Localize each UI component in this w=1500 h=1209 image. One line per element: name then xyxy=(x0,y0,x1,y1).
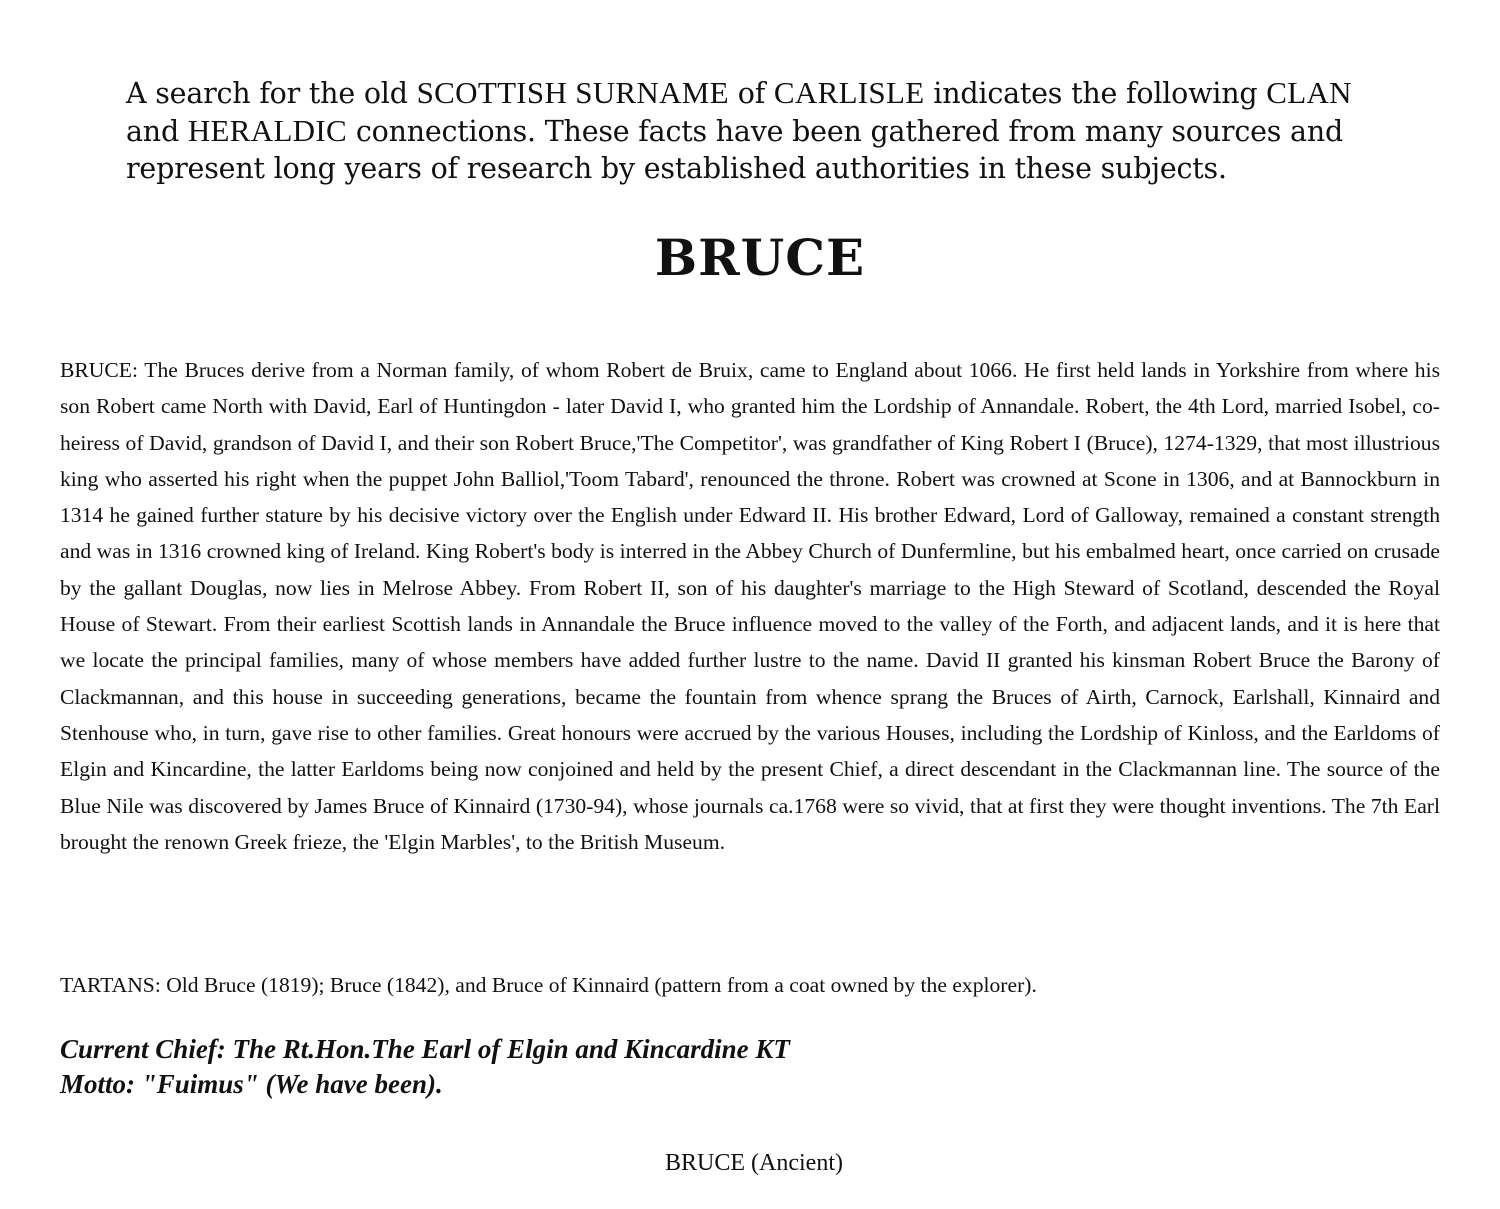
clan-title: BRUCE xyxy=(654,228,866,287)
intro-paragraph xyxy=(126,74,1406,187)
intro-carlisle: CARLISLE xyxy=(773,75,925,110)
motto-line: Motto: "Fuimus" (We have been). xyxy=(60,1069,443,1099)
intro-text-1: A search for the old xyxy=(126,77,417,110)
intro-heraldic: HERALDIC xyxy=(187,113,347,148)
tartan-caption: BRUCE (Ancient) xyxy=(665,1150,843,1176)
current-chief-line: Current Chief: The Rt.Hon.The Earl of Elgin and Kincardine KT xyxy=(60,1034,790,1064)
intro-text-4: and xyxy=(126,115,188,148)
intro-text-2: of xyxy=(728,77,774,110)
intro-clan: CLAN xyxy=(1266,75,1352,110)
intro-scottish-surname: SCOTTISH SURNAME xyxy=(416,75,729,110)
chief-block xyxy=(60,1032,1060,1102)
history-paragraph: BRUCE: The Bruces derive from a Norman family, of whom Robert de Bruix, came to England about 1066. He first held lands in Yorkshire from where his son Robert came North with David, Earl of Huntingdon - later David I, who granted him the Lordship of Annandale. Robert, the 4th Lord, married Isobel, co-heiress of David, grandson of David I, and their son Robert Bruce,'The Competitor', was grandfather of King Robert I (Bruce), 1274-1329, that most illustrious king who asserted his right when the puppet John Balliol,'Toom Tabard', renounced the throne. Robert was crowned at Scone in 1306, and at Bannockburn in 1314 he gained further stature by his decisive victory over the English under Edward II. His brother Edward, Lord of Galloway, remained a constant strength and was in 1316 crowned king of Ireland. King Robert's body is interred in the Abbey Church of Dunfermline, but his embalmed heart, once carried on crusade by the gallant Douglas, now lies in Melrose Abbey. From Robert II, son of his daughter's marriage to the High Steward of Scotland, descended the Royal House of Stewart. From their earliest Scottish lands in Annandale the Bruce influence moved to the valley of the Forth, and adjacent lands, and it is here that we locate the principal families, many of whose members have added further lustre to the name. David II granted his kinsman Robert Bruce the Barony of Clackmannan, and this house in succeeding generations, became the fountain from whence sprang the Bruces of Airth, Carnock, Earlshall, Kinnaird and Stenhouse who, in turn, gave rise to other families. Great honours were accrued by the various Houses, including the Lordship of Kinloss, and the Earldoms of Elgin and Kincardine, the latter Earldoms being now conjoined and held by the present Chief, a direct descendant in the Clackmannan line. The source of the Blue Nile was discovered by James Bruce of Kinnaird (1730-94), whose journals ca.1768 were so vivid, that at first they were thought inventions. The 7th Earl brought the renown Greek frieze, the 'Elgin Marbles', to the British Museum. xyxy=(60,358,1440,854)
intro-text-3: indicates the following xyxy=(924,77,1267,110)
intro-text-5: connections. These facts have been gathered from many sources and represent long years of research by established authorities in these subjects. xyxy=(126,115,1344,185)
tartans-line: TARTANS: Old Bruce (1819); Bruce (1842), and Bruce of Kinnaird (pattern from a coat owned by the explorer). xyxy=(60,973,1037,997)
